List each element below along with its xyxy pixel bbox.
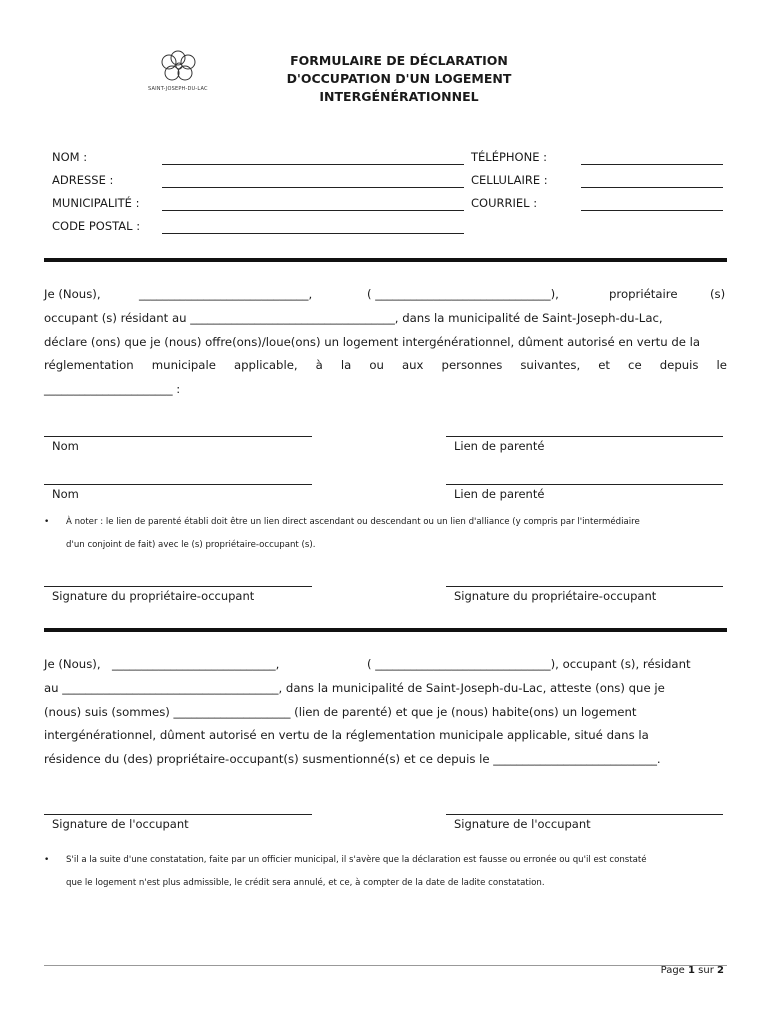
s1-paren-blank: ( ______________________________), bbox=[367, 287, 559, 301]
note-parente-line-2: d'un conjoint de fait) avec le (s) propriétaire-occupant (s). bbox=[66, 540, 316, 550]
bullet-icon: • bbox=[44, 517, 50, 527]
s1-line-4: réglementation municipale applicable, à la ou aux personnes suivantes, et ce depuis le bbox=[44, 358, 727, 372]
title-line-2: D'OCCUPATION D'UN LOGEMENT bbox=[286, 71, 512, 86]
nom-2-field[interactable] bbox=[44, 484, 312, 485]
s2-paren-occupant: ( ______________________________), occupant (s), résidant bbox=[367, 657, 691, 671]
courriel-field[interactable] bbox=[581, 210, 723, 211]
page-title bbox=[240, 52, 558, 106]
note-constatation-line-1: S'il a la suite d'une constatation, faite par un officier municipal, il s'avère que la déclaration est fausse ou erronée ou qu'il est constaté bbox=[66, 855, 647, 865]
sig-proprio-right-label: Signature du propriétaire-occupant bbox=[454, 589, 657, 603]
s2-line-3: (nous) suis (sommes) ____________________ (lien de parenté) et que je (nous) habite(ons) un logement bbox=[44, 704, 637, 719]
lien-2-label: Lien de parenté bbox=[454, 487, 545, 501]
nom-field[interactable] bbox=[162, 164, 464, 165]
lien-2-field[interactable] bbox=[446, 484, 723, 485]
logo-caption: SAINT-JOSEPH-DU-LAC bbox=[148, 86, 208, 92]
bullet-icon: • bbox=[44, 855, 50, 865]
section-divider bbox=[44, 258, 727, 262]
s1-line-2: occupant (s) résidant au ___________________________________, dans la municipalité de Saint-Joseph-du-Lac, bbox=[44, 311, 663, 325]
title-line-3: INTERGÉNÉRATIONNEL bbox=[319, 89, 479, 104]
telephone-field[interactable] bbox=[581, 164, 723, 165]
page-sur: sur bbox=[698, 965, 714, 976]
code-postal-label: CODE POSTAL : bbox=[52, 219, 141, 233]
section-divider bbox=[44, 628, 727, 632]
sig-proprio-right-field[interactable] bbox=[446, 586, 723, 587]
sig-occupant-left-label: Signature de l'occupant bbox=[52, 817, 189, 831]
s1-name-blank: _____________________________, bbox=[139, 287, 313, 301]
s2-line-4: intergénérationnel, dûment autorisé en vertu de la réglementation municipale applicable, situé dans la bbox=[44, 728, 649, 742]
nom-1-label: Nom bbox=[52, 439, 79, 453]
note-parente bbox=[44, 511, 734, 557]
s1-line-3: déclare (ons) que je (nous) offre(ons)/loue(ons) un logement intergénérationnel, dûment autorisé en vertu de la bbox=[44, 334, 701, 349]
s1-s: (s) bbox=[710, 287, 726, 301]
section2-paragraph bbox=[44, 677, 727, 771]
s2-line-5: résidence du (des) propriétaire-occupant(s) susmentionné(s) et ce depuis le ____________________________. bbox=[44, 751, 661, 766]
note-constatation bbox=[44, 849, 734, 895]
nom-1-field[interactable] bbox=[44, 436, 312, 437]
lien-1-field[interactable] bbox=[446, 436, 723, 437]
nom-2-label: Nom bbox=[52, 487, 79, 501]
cellulaire-field[interactable] bbox=[581, 187, 723, 188]
s2-line-2: au _____________________________________, dans la municipalité de Saint-Joseph-du-Lac, atteste (ons) que je bbox=[44, 681, 665, 695]
adresse-field[interactable] bbox=[162, 187, 464, 188]
flower-logo-icon bbox=[150, 48, 220, 88]
adresse-label: ADRESSE : bbox=[52, 173, 114, 187]
s1-proprietaire: propriétaire bbox=[609, 287, 678, 301]
lien-1-label: Lien de parenté bbox=[454, 439, 545, 453]
s2-name-blank: ____________________________, bbox=[112, 657, 280, 671]
courriel-label: COURRIEL : bbox=[471, 196, 538, 210]
note-parente-line-1: À noter : le lien de parenté établi doit être un lien direct ascendant ou descendant ou un lien d'alliance (y compris par l'intermédiaire bbox=[66, 517, 640, 527]
page-current: 1 bbox=[688, 965, 695, 976]
page-total: 2 bbox=[717, 965, 724, 976]
s1-line-5: ______________________ : bbox=[44, 381, 181, 396]
s1-je-nous: Je (Nous), bbox=[44, 287, 101, 301]
telephone-label: TÉLÉPHONE : bbox=[471, 150, 547, 164]
code-postal-field[interactable] bbox=[162, 233, 464, 234]
note-constatation-line-2: que le logement n'est plus admissible, le crédit sera annulé, et ce, à compter de la date de ladite constatation. bbox=[66, 878, 545, 888]
footer-divider bbox=[44, 965, 727, 966]
page-word: Page bbox=[660, 965, 685, 976]
page-number bbox=[640, 965, 724, 976]
sig-occupant-right-field[interactable] bbox=[446, 814, 723, 815]
title-line-1: FORMULAIRE DE DÉCLARATION bbox=[290, 53, 508, 68]
sig-proprio-left-field[interactable] bbox=[44, 586, 312, 587]
municipalite-field[interactable] bbox=[162, 210, 464, 211]
sig-occupant-left-field[interactable] bbox=[44, 814, 312, 815]
s2-je-nous: Je (Nous), bbox=[44, 657, 101, 671]
sig-occupant-right-label: Signature de l'occupant bbox=[454, 817, 591, 831]
municipalite-label: MUNICIPALITÉ : bbox=[52, 196, 140, 210]
sig-proprio-left-label: Signature du propriétaire-occupant bbox=[52, 589, 255, 603]
cellulaire-label: CELLULAIRE : bbox=[471, 173, 548, 187]
nom-label: NOM : bbox=[52, 150, 88, 164]
section1-paragraph bbox=[44, 307, 727, 401]
